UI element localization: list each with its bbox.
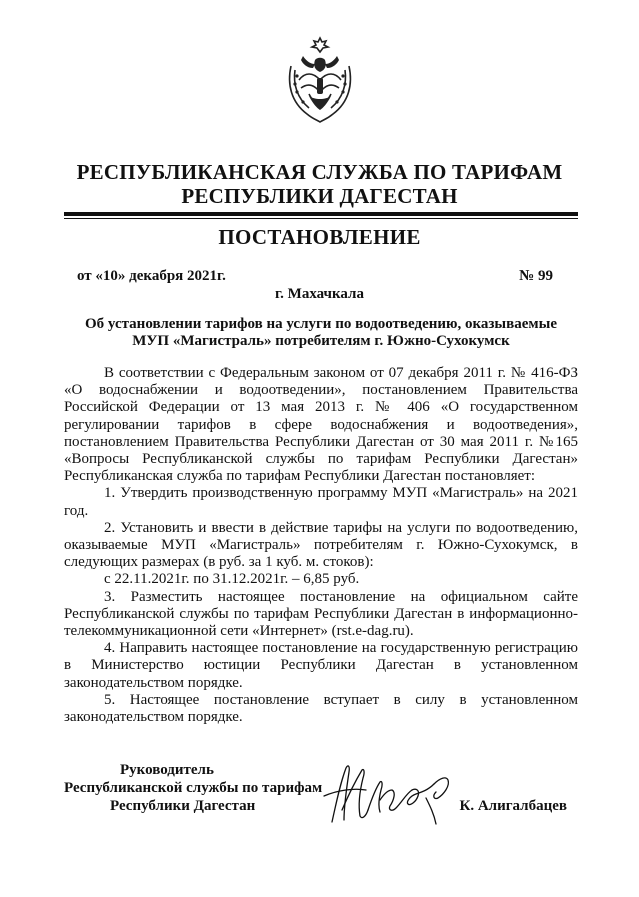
body-paragraph-1: 1. Утвердить производственную программу МУП «Магистраль» на 2021 год. (64, 485, 578, 519)
body-paragraph-3: 3. Разместить настоящее постановление на официальном сайте Республиканской службы по тарифам Республики Дагестан в информационно-телекоммуникационной сети «Интернет» (rst.e-dag.ru). (64, 588, 578, 640)
body-paragraph-2: 2. Установить и ввести в действие тарифы на услуги по водоотведению, оказываемые МУП «Магистраль» потребителям г. Южно-Сухокумск, в следующих размерах (в руб. за 1 куб. м. стоков): (64, 519, 578, 571)
document-number: № 99 (519, 268, 553, 284)
document-date: от «10» декабря 2021г. (77, 268, 226, 284)
header-divider-thick (64, 212, 578, 216)
document-body (64, 365, 578, 726)
signatory-title-line1: Руководитель (120, 762, 214, 778)
coat-of-arms-icon (279, 32, 361, 128)
document-subject (64, 316, 578, 350)
body-paragraph-5: 5. Настоящее постановление вступает в силу в установленном законодательством порядке. (64, 691, 578, 726)
subject-line2: МУП «Магистраль» потребителям г. Южно-Сухокумск (132, 333, 510, 349)
body-paragraph-tariff: с 22.11.2021г. по 31.12.2021г. – 6,85 руб. (104, 571, 360, 588)
subject-line1: Об установлении тарифов на услуги по водоотведению, оказываемые (85, 316, 557, 332)
signatory-name: К. Алигалбацев (459, 798, 567, 814)
document-type: ПОСТАНОВЛЕНИЕ (218, 225, 421, 249)
document-city: г. Махачкала (275, 286, 364, 302)
handwritten-signature-icon (318, 760, 458, 830)
signatory-title-line3: Республики Дагестан (110, 798, 256, 814)
organization-name-line1: РЕСПУБЛИКАНСКАЯ СЛУЖБА ПО ТАРИФАМ (76, 160, 563, 184)
body-paragraph-4: 4. Направить настоящее постановление на государственную регистрацию в Министерство юстиции Республики Дагестан в установленном законодательством порядке. (64, 640, 578, 691)
body-paragraph-preamble: В соответствии с Федеральным законом от 07 декабря 2011 г. № 416-ФЗ «О водоснабжении и водоотведении», постановлением Правительства Российской Федерации от 13 мая 2013 г. № 406 «О государственном регулировании тарифов в сфере водоснабжения и водоотведения», постановлением Правительства Республики Дагестан от 30 мая 2011 г. №165 «Вопросы Республиканской службы по тарифам Республики Дагестан» Республиканская служба по тарифам Республики Дагестан постановляет: (64, 365, 578, 485)
signatory-title-line2: Республиканской службы по тарифам (64, 780, 323, 796)
header-divider-thin (64, 218, 578, 219)
organization-name-line2: РЕСПУБЛИКИ ДАГЕСТАН (181, 184, 458, 208)
